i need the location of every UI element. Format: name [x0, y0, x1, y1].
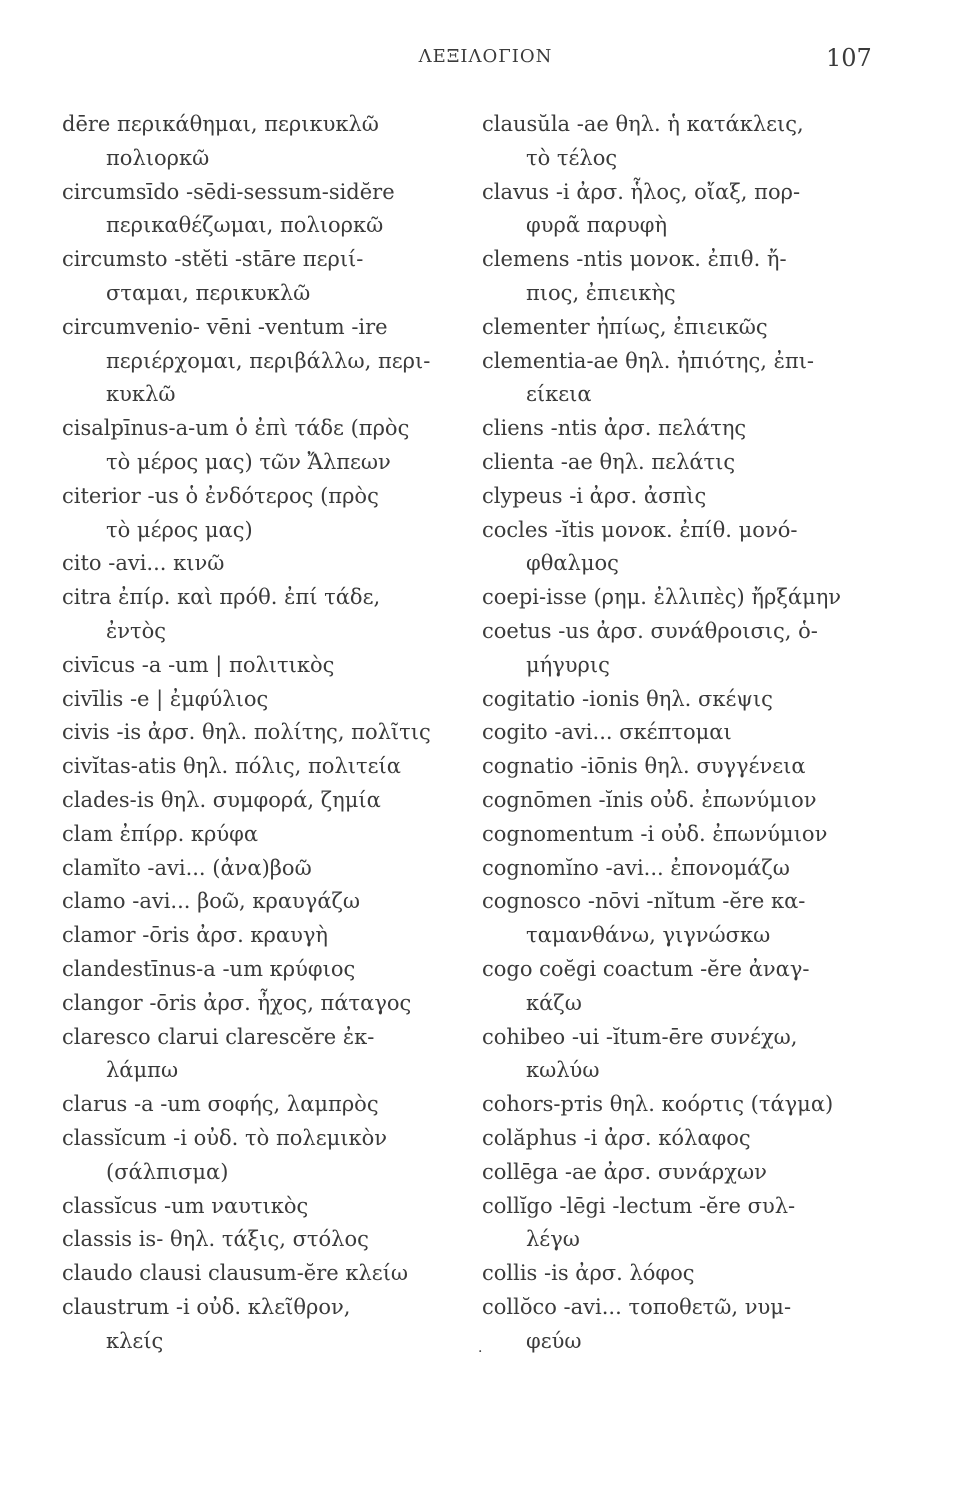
dictionary-entry: civĭtas-atis θηλ. πόλις, πολιτεία: [62, 754, 401, 779]
entry-continuation: τὸ τέλος: [526, 145, 618, 170]
dictionary-entry: cognatio -iōnis θηλ. συγγένεια: [482, 754, 806, 779]
entry-continuation: φεύω: [526, 1328, 582, 1353]
dictionary-entry: cogitatio -ionis θηλ. σκέψις: [482, 686, 773, 711]
entry-continuation: κλείς: [106, 1328, 164, 1353]
dictionary-entry: clienta -ae θηλ. πελάτις: [482, 449, 736, 474]
dictionary-entry: cognōmen -ĭnis οὐδ. ἐπωνύμιον: [482, 787, 817, 812]
dictionary-entry: circumsto -stĕti -stāre περιί-: [62, 247, 364, 272]
dictionary-entry: collŏco -avi... τοποθετῶ, νυμ-: [482, 1294, 792, 1319]
dictionary-entry: dēre περικάθημαι, περικυκλῶ: [62, 112, 379, 136]
entry-continuation: κωλύω: [526, 1058, 600, 1083]
dictionary-entry: colăphus -i ἀρσ. κόλαφος: [482, 1125, 751, 1150]
dictionary-entry: cocles -ĭtis μονοκ. ἐπίθ. μονό-: [482, 517, 798, 542]
dictionary-entry: cogito -avi... σκέπτομαι: [482, 720, 732, 745]
dictionary-entry: clemens -ntis μονοκ. ἐπιθ. ἤ-: [482, 247, 787, 272]
dictionary-entry: collēga -ae ἀρσ. συνάρχων: [482, 1159, 767, 1184]
dictionary-entry: classĭcum -i οὐδ. τὸ πολεμικὸν: [62, 1125, 388, 1150]
dictionary-entry: cliens -ntis ἀρσ. πελάτης: [482, 416, 747, 441]
dictionary-entry: civis -is ἀρσ. θηλ. πολίτης, πολῖτις: [62, 720, 431, 745]
dictionary-entry: classis is- θηλ. τάξις, στόλος: [62, 1227, 369, 1252]
entry-continuation: είκεια: [526, 382, 592, 407]
dictionary-entry: coepi-isse (ρημ. ἐλλιπὲς) ἤρξάμην: [482, 585, 842, 610]
dictionary-entry: cisalpīnus-a-um ὁ ἐπὶ τάδε (πρὸς: [62, 416, 410, 441]
entry-continuation: τὸ μέρος μας): [106, 517, 253, 542]
dictionary-entry: claustrum -i οὐδ. κλεῖθρον,: [62, 1294, 351, 1319]
dictionary-entry: clamĭto -avi... (ἀνα)βοῶ: [62, 855, 312, 880]
dictionary-entry: cognomĭno -avi... ἐπονομάζω: [482, 855, 790, 880]
dictionary-entry: clades-is θηλ. συμφορά, ζημία: [62, 787, 381, 812]
dictionary-entry: cogo coĕgi coactum -ĕre ἀναγ-: [482, 956, 810, 981]
dictionary-entry: clavus -i ἀρσ. ἧλος, οἴαξ, πορ-: [482, 179, 801, 204]
dictionary-entry: cohors-ртis θηλ. κοόρτις (τάγμα): [482, 1092, 834, 1117]
dictionary-entry: classĭcus -um ναυτικὸς: [62, 1193, 309, 1218]
dictionary-entry: clamor -ōris ἀρσ. κραυγὴ: [62, 923, 328, 948]
entry-continuation: (σάλπισμα): [106, 1159, 229, 1184]
dictionary-entry: circumsīdo -sēdi-sessum-sidĕre: [62, 179, 395, 204]
dictionary-entry: citra ἐπίρ. καὶ πρόθ. ἐπί τάδε,: [62, 585, 381, 610]
entry-continuation: λέγω: [526, 1227, 580, 1252]
dictionary-entry: cohibeo -ui -ĭtum-ēre συνέχω,: [482, 1024, 798, 1049]
entry-continuation: κάζω: [526, 990, 582, 1015]
dictionary-entry: clangor -ōris ἀρσ. ἦχος, πάταγος: [62, 990, 412, 1015]
dictionary-entry: clarus -a -um σοφής, λαμπρὸς: [62, 1092, 379, 1117]
dictionary-entry: coetus -us ἀρσ. συνάθροισις, ὁ-: [482, 618, 818, 643]
dictionary-entry: cognosco -nōvi -nĭtum -ĕre κα-: [482, 889, 806, 914]
dictionary-entry: clementia-ae θηλ. ἠπιότης, ἐπι-: [482, 348, 815, 373]
right-column: [482, 108, 892, 1358]
entry-continuation: περιέρχομαι, περιβάλλω, περι-: [106, 348, 431, 373]
left-column: [62, 108, 472, 1358]
dictionary-entry: claresco clarui clarescĕre ἐκ-: [62, 1024, 375, 1049]
dictionary-entry: clementer ἠπίως, ἐπιεικῶς: [482, 314, 768, 339]
dictionary-entry: clausŭla -ae θηλ. ἡ κατάκλεις,: [482, 112, 804, 136]
dictionary-entry: circumvenio- vēni -ventum -ire: [62, 314, 388, 339]
page-number: 107: [826, 44, 872, 72]
entry-continuation: φυρᾶ παρυφὴ: [526, 213, 668, 238]
entry-continuation: πολιορκῶ: [106, 145, 210, 170]
entry-continuation: περικαθέζωμαι, πολιορκῶ: [106, 213, 384, 238]
running-head: ΛΕΞΙΛΟΓΙΟΝ: [418, 46, 553, 67]
dictionary-entry: collis -is ἀρσ. λόφος: [482, 1261, 695, 1286]
dictionary-entry: citerior -us ὁ ἐνδότερος (πρὸς: [62, 483, 379, 508]
entry-continuation: ταμανθάνω, γιγνώσκω: [526, 923, 771, 948]
dictionary-entry: clam ἐπίρρ. κρύφα: [62, 821, 259, 846]
entry-continuation: πιος, ἐπιεικὴς: [526, 280, 676, 305]
dictionary-entry: civīlis -e | ἐμφύλιος: [62, 686, 269, 711]
entry-continuation: σταμαι, περικυκλῶ: [106, 280, 311, 305]
dictionary-entry: clandestīnus-a -um κρύφιος: [62, 956, 356, 981]
entry-continuation: τὸ μέρος μας) τῶν Ἄλπεων: [106, 449, 391, 474]
entry-continuation: φθαλμος: [526, 551, 619, 576]
entry-continuation: ἐντὸς: [106, 618, 167, 643]
dictionary-entry: cito -avi... κινῶ: [62, 551, 225, 576]
dictionary-entry: cognomentum -i οὐδ. ἐπωνύμιον: [482, 821, 828, 846]
entry-continuation: μήγυρις: [526, 652, 610, 677]
entry-continuation: κυκλῶ: [106, 382, 176, 407]
dictionary-entry: civīcus -a -um | πολιτικὸς: [62, 652, 335, 677]
dictionary-entry: claudo clausi clausum-ĕre κλείω: [62, 1261, 409, 1286]
entry-continuation: λάμπω: [106, 1058, 179, 1083]
dictionary-entry: collĭgo -lēgi -lectum -ĕre συλ-: [482, 1193, 796, 1218]
dictionary-entry: clypeus -i ἀρσ. ἀσπὶς: [482, 483, 707, 508]
dictionary-entry: clamo -avi... βοῶ, κραυγάζω: [62, 889, 361, 914]
stray-dot: ·: [478, 1344, 483, 1360]
